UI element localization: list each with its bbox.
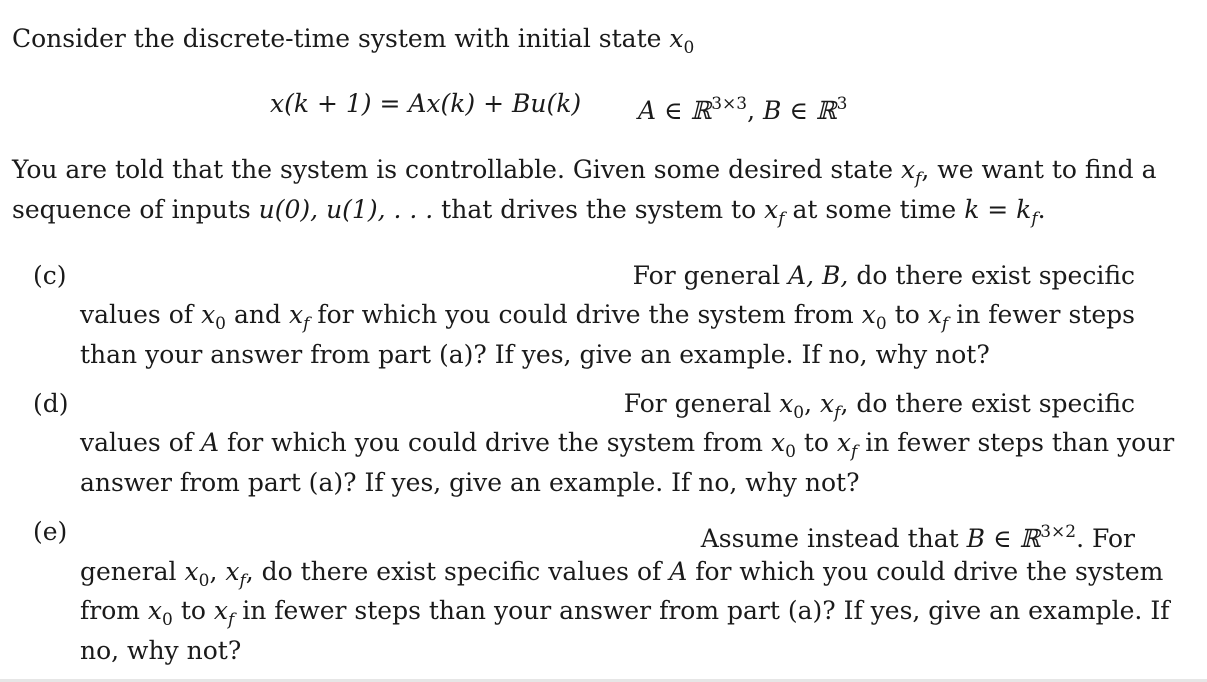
part-e-line-2: general $x_0$, $x_f$, do there exist specific values of A for which you could drive the system: [80, 557, 1164, 591]
part-e-label: (e): [33, 517, 68, 546]
intro-line: [12, 24, 694, 63]
x0-symbol: $x_0$: [669, 24, 695, 58]
part-d-line-2: values of A for which you could drive the system from $x_0$ to $x_f$ in fewer steps than your: [80, 428, 1175, 462]
part-e-line-4: no, why not?: [80, 636, 242, 665]
part-c-line-2: values of $x_0$ and $x_f$ for which you could drive the system from $x_0$ to $x_f$ in fewer steps: [80, 300, 1135, 334]
state-equation: x(k + 1) = Ax(k) + Bu(k): [270, 89, 582, 118]
part-d-line-3: answer from part (a)? If yes, give an example. If no, why not?: [80, 468, 860, 497]
part-e-line-1: Assume instead that B ∈ ℝ$^{3\times 2}$. For: [700, 522, 1135, 553]
part-c-line-1: For general A, B, do there exist specific: [632, 261, 1135, 290]
intro-text: Consider the discrete-time system with initial state: [12, 24, 662, 53]
part-d-line-1: For general $x_0$, $x_f$, do there exist specific: [623, 389, 1135, 423]
controllable-paragraph-line-1: You are told that the system is controllable. Given some desired state $x_f$, we want to find a: [12, 155, 1157, 189]
part-c-line-3: than your answer from part (a)? If yes, give an example. If no, why not?: [80, 340, 990, 369]
dimension-statement: A ∈ ℝ$^{3\times 3}$, B ∈ ℝ$^3$: [638, 94, 848, 125]
controllable-paragraph-line-2: sequence of inputs u(0), u(1), . . . that drives the system to $x_f$ at some time $k = k_f$.: [12, 195, 1046, 229]
part-e-line-3: from $x_0$ to $x_f$ in fewer steps than your answer from part (a)? If yes, give an example. If: [80, 596, 1170, 630]
part-d-label: (d): [33, 389, 69, 418]
part-c-label: (c): [33, 261, 67, 290]
